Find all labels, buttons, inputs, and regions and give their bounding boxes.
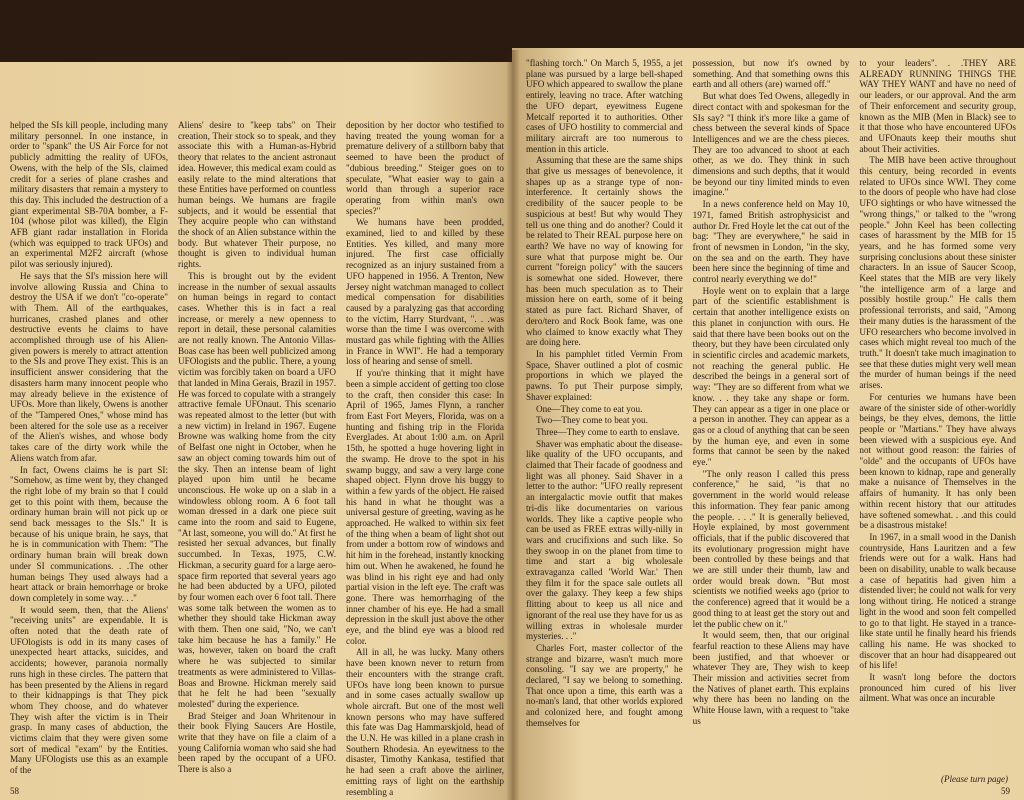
right-column-3 (859, 58, 1016, 786)
paragraph: We humans have been prodded, examined, lied to and killed by these Entities. Yes killed, and many more injured. The first case officially recognized as an injury sustained from a UFO happened in 1956. A Trenton, New Jersey night watchman managed to collect medical compensation for disabilities caused by a paralyzing gas that according to the victim, Harry Sturdvant, ". . .was worse than the time I was overcome with mustard gas while fighting with the Allies in France in WWI". He had a temporary loss of hearing and sense of smell. (346, 217, 504, 367)
list-item: One—They come to eat you. (536, 403, 643, 414)
paragraph: It would seem, then, that the Aliens' "receiving units" are expendable. It is often noted that the death rate of UFOlogists is odd in its many cases of unexpected heart attacks, suicides, and accidents; however, paranoia normally runs high in these circles. The pattern that has been presented by the Aliens in regard to their kidnappings is that They pick whom They choose, and do whatever They wish after the victim is in Their grasp. In many cases of abduction, the victims claim that they were given some sort of medical "exam" by the Entities. Many UFOlogists use this as an example of the (10, 604, 168, 776)
please-turn-page-note: (Please turn page) (941, 774, 1008, 784)
paragraph: All in all, he was lucky. Many others have been known never to return from their encounters with the strange craft. UFOs have long been known to pursue and in some cases actually swallow up whole aircraft. But one of the most well known persons who may have suffered this fate was Dag Hammarskjold, head of the U.N. He was killed in a plane crash in Southern Rhodesia. An eyewitness to the disaster, Timothy Kankasa, testified that he had seen a craft above the airliner, emitting rays of light on the earthship resembling a (346, 647, 504, 797)
paragraph: deposition by her doctor who testified to having treated the young woman for a premature delivery of a stillborn baby that seemed to have been the product of "dubious breeding." Steiger goes on to speculate, "What easier way to gain a world than through a superior race operating from within man's own species?" (346, 120, 504, 216)
paragraph: "The only reason I called this press conference," he said, "is that no government in the world would release this information. They fear panic among the people. . . ." It is generally believed, Hoyle explained, by most government officials, that if the public discovered that its evolutionary progression might have been controlled by these beings and that we are still under their thumb, law and order would break down. "But most scientists we notified weeks ago (prior to the conference) agreed that it would be a good thing to at least get the story out and let the public chew on it." (692, 468, 850, 629)
right-page (512, 48, 1024, 800)
paragraph: The MIB have been active throughout this century, being recorded in events related to UFOs since WWI. They come to the doors of people who have had close UFO sightings or who have witnessed the "wrong things," or talked to the "wrong people." John Keel has been collecting cases of harassment by the MIB for 15 years, and he has formed some very surprising conclusions about these sinister characters. In an issue of Saucer Scoop, Keel states that the MIB are very likely "the intelligence arm of a large and possibly hostile group." He calls them professional terrorists, and said, "Among their many duties is the harassment of the UFO researchers who become involved in cases which might reveal too much of the truth." It doesn't take much imagination to see that these duties might very well mean the murder of human beings if the need arises. (859, 155, 1017, 391)
paragraph: Charles Fort, master collector of the strange and bizarre, wasn't much more consoling. "I say we are property," he declared, "I say we belong to something. That once upon a time, this earth was a no-man's land, that other worlds explored and colonized here, and fought among themselves for (526, 642, 683, 728)
paragraph: If you're thinking that it might have been a simple accident of getting too close to the craft, then consider this case: In April of 1965, James Flynn, a rancher from East Fort Meyers, Florida, was on a hunting and fishing trip in the Florida Everglades. At about 1:00 a.m. on April 15th, he spotted a huge hovering light in the swamp. He drove to the spot in his swamp buggy, and saw a very large cone shaped object. Flynn drove his buggy to within a few yards of the object. He raised his hand in what he thought was a universal gesture of greeting, waving as he approached. He walked to within six feet of the thing when a beam of light shot out from under a bottom row of windows and hit him in the forehead, instantly knocking him out. When he awakened, he found he was blind in his right eye and had only partial vision in the left eye. The craft was gone. There was hemorrhaging of the inner chamber of his eye. He had a small depression in the skull just above the other eye, and the blind eye was a blood red color. (346, 368, 504, 646)
left-page (0, 62, 512, 800)
right-column-1 (526, 58, 683, 786)
paragraph: But what does Ted Owens, allegedly in direct contact with and spokesman for the SIs say? "I think it's more like a game of chess between the several kinds of Space Intelligences and we are the chess pieces. They are too advanced to shoot at each other, as we do. They think in such dimensions and such depths, that it would be beyond our tiny limited minds to even imagine." (692, 91, 850, 198)
paragraph: In fact, Owens claims he is part SI: "Somehow, as time went by, they changed the right lobe of my brain so that I could get to this point with them, because the ordinary human brain will not pick up or send back messages to the SIs." It is because of his unique brain, he says, that he is in communication with Them: "The ordinary human brain will break down under SI communications. . .The other human beings They used always had a heart attack or brain hemorrhage or broke down completely in some way. . ." (10, 464, 168, 603)
paragraph: In his pamphlet titled Vermin From Space, Shaver outlined a plot of cosmic proportions in which we played the pawns. To put Their purpose simply, Shaver explained: (526, 348, 683, 402)
paragraph: Assuming that these are the same ships that give us messages of benevolence, it shapes up as a strange type of non-interference. It certainly shows the credibility of the saucer people to be suspicious at best! But why would They tell us one thing and do another? Could it be related to Their REAL purpose here on earth? We have no way of knowing for sure what that purpose might be. Our current "foreign policy" with the saucers is somewhat one sided. However, there has been much speculation as to Their mission here on earth, some of it being stated as pure fact. Richard Shaver, of dero/tero and Rock Book fame, was one who claimed to know exactly what They are doing here. (526, 155, 683, 348)
paragraph: helped the SIs kill people, including many military personnel. In one instance, in order to "spank" the US Air Force for not publicly admitting the reality of UFOs, Owens, with the help of the SIs, claimed credit for a series of plane crashes and military disasters that remain a mystery to this day. This included the destruction of a giant experimental SB-70A bomber, a F-104 (whose pilot was killed), the Elgin AFB giant radar installation in Florida (which was equipped to track UFOs) and an experimental M2F2 aircraft (whose pilot was seriously injured). (10, 120, 168, 270)
page-number-right: 59 (1001, 786, 1010, 796)
paragraph: For centuries we humans have been aware of the sinister side of other-worldly beings, be they elves, demons, the little people or "Martians." They have always been viewed with a suspicious eye. And not without good reason: the fairies of "olde" and the occupants of UFOs have been known to kidnap, rape and generally make a nuisance of Themselves in the affairs of humanity. It has only been within recent history that our attitudes have softened somewhat. . .and this could be a disastrous mistake! (859, 391, 1017, 531)
paragraph: to your leaders". . .THEY ARE ALREADY RUNNING THINGS THE WAY THEY WANT and have no need of our leaders, or our approval. And the arm of Their enforcement and security group, known as the MIB (Men in Black) see to it that those who have encountered UFOs and UFOnauts keep their mouths shut about Their activities. (859, 58, 1017, 154)
paragraph: Aliens' desire to "keep tabs" on Their creation, Their stock so to speak, and they associate this with a Human-as-Hybrid theory that relates to the ancient astronaut idea. However, this medical exam could as easily relate to the mind alterations that these Entities have performed on countless human beings. We humans are fragile subjects, and it would be essential that They acquire people who can withstand the shock of an Alien substance within the body. But whatever Their purpose, no thought is given to individual human rights. (178, 120, 336, 270)
paragraph: Hoyle went on to explain that a large part of the scientific establishment is certain that another intelligence exists on this planet in conjunction with ours. He said that there have been books out on the theory, but they have been circulated only in scientific circles and academic markets, not reaching the general public. He described the beings in a general sort of way: "They are so different from what we know. . . they take any shape or form. They can appear as a tiger in one place or a person in another. They can appear as a gas or a cloud of anything that can be seen by the human eye, and even in some forms that cannot be seen by the naked eye." (692, 285, 850, 468)
paragraph: In 1967, in a small wood in the Danish countryside, Hans Lauritzen and a few friends were out for a walk. Hans had been on disability, unable to walk because a case of hepatitis had given him a distended liver; he could not walk for very long without tiring. He noticed a strange light in the wood and soon felt compelled to go to that light. He stayed in a trance-like state until he finally heard his friends calling his name. He was shocked to discover that an hour had disappeared out of his life! (859, 531, 1017, 671)
page-number-left: 58 (10, 786, 19, 796)
paragraph: In a news conference held on May 10, 1971, famed British astrophysicist and author Dr. Fred Hoyle let the cat out of the bag: "They are everywhere," he said in front of newsmen in London, "in the sky, on the sea and on the earth. They have been here since the beginning of time and control nearly everything we do!" (692, 199, 850, 285)
paragraph: Shaver was emphatic about the disease-like quality of the UFO occupants, and claimed that Their facade of goodness and light was all phoney. Said Shaver in a letter to the author: "UFO really represent an intergalactic movie outfit that makes tri-dis like documentaries on various worlds. They like a captive people who can be used as FREE extras willy-nilly in wars and crucifixions and such like. So they swoop in on the planet from time to time and start a big wholesale extravaganza called 'World War.' Then they film it for the space sale outlets all over the galaxy. They keep a few ships flitting about to keep us all nice and ignorant of the real use they have for us as willing extras in wholesale murder mysteries. . ." (526, 438, 683, 642)
paragraph: "flashing torch." On March 5, 1955, a jet plane was pursued by a large bell-shaped UFO which appeared to swallow the plane entirely, leaving no trace. After watching the UFO depart, eyewitness Eugene Metcalf reported it to authorities. Other cases of UFO hostility to commercial and military aircraft are too numerous to mention in this article. (526, 58, 683, 154)
list-item: Two—They come to beat you. (536, 415, 648, 426)
paragraph: This is brought out by the evident increase in the number of sexual assaults on human beings in regard to contact cases. Whether this is in fact a real increase, or merely a new openness to report in detail, these personal calamities are not really known. The Antonio Villas-Boas case has been well publicized among UFOlogists and the public. There, a young victim was forcibly taken on board a UFO that landed in Mina Gerais, Brazil in 1957. He was forced to copulate with a strangely attractive female UFOnaut. This scenario was repeated almost to the letter (but with a new victim) in Ireland in 1967. Eugene Browne was walking home from the city of Belfast one night in October, when he saw an object coming towards him out of the sky. Then an intense beam of light played upon him until he became unconscious. He woke up on a slab in a windowless oblong room. A 6 foot tall woman dressed in a dark one piece suit came into the room and said to Eugene, "At last, someone, you will do." At first he resisted her sexual advances, but finally succumbed. In Texas, 1975, C.W. Hickman, a security guard for a large aero-space firm reported that several years ago he had been abducted by a UFO, piloted by four women each over 6 foot tall. There was some talk between the women as to whether they should take Hickman away with them. Then one said, "No, we can't take him because he has a family." He was, however, taken on board the craft where he was subjected to similar treatments as were administered to Villas-Boas and Browne. Hickman merely said that he felt he had been "sexually molested" during the experience. (178, 270, 336, 709)
left-column-1 (10, 120, 168, 778)
left-column-3 (346, 120, 504, 797)
right-page-columns (526, 58, 1016, 786)
list-item: Three—They come to earth to enslave. (536, 426, 680, 437)
left-column-2 (178, 120, 336, 778)
paragraph: It would seem, then, that our original fearful reaction to these Aliens may have been justified, and that whoever or whatever They are, They wish to keep Their mission and activities secret from the Natives of planet earth. This explains why there has been no landing on the White House lawn, with a request to "take us (692, 630, 850, 726)
paragraph: Brad Steiger and Joan Whritenour in their book Flying Saucers Are Hostile, write that they have on file a claim of a young California woman who said she had been raped by the occupant of a UFO. There is also a (178, 710, 336, 775)
paragraph: He says that the SI's mission here will involve allowing Russia and China to destroy the USA if we don't "co-operate" with Them. All of the earthquakes, hurricanes, crashed planes and other destructive events he claims to have accomplished through use of his Alien-given powers is merely to attract attention to the SIs and prove They exist. This is an insufficient answer considering that the disasters harm many innocent people who may already believe in the existence of UFOs. More than likely, Owens is another of the "Tampered Ones," whose mind has been altered for the sole use as a receiver of the Alien's wishes, and whose body takes care of the dirty work while the Aliens watch from afar. (10, 270, 168, 463)
binding-gutter (506, 50, 520, 800)
right-column-2 (693, 58, 850, 786)
paragraph: possession, but now it's owned by something. And that something owns this earth and all others (are) warned off." (692, 58, 850, 90)
paragraph: It wasn't long before the doctors pronounced him cured of his liver ailment. What was once an incurable (859, 672, 1017, 704)
